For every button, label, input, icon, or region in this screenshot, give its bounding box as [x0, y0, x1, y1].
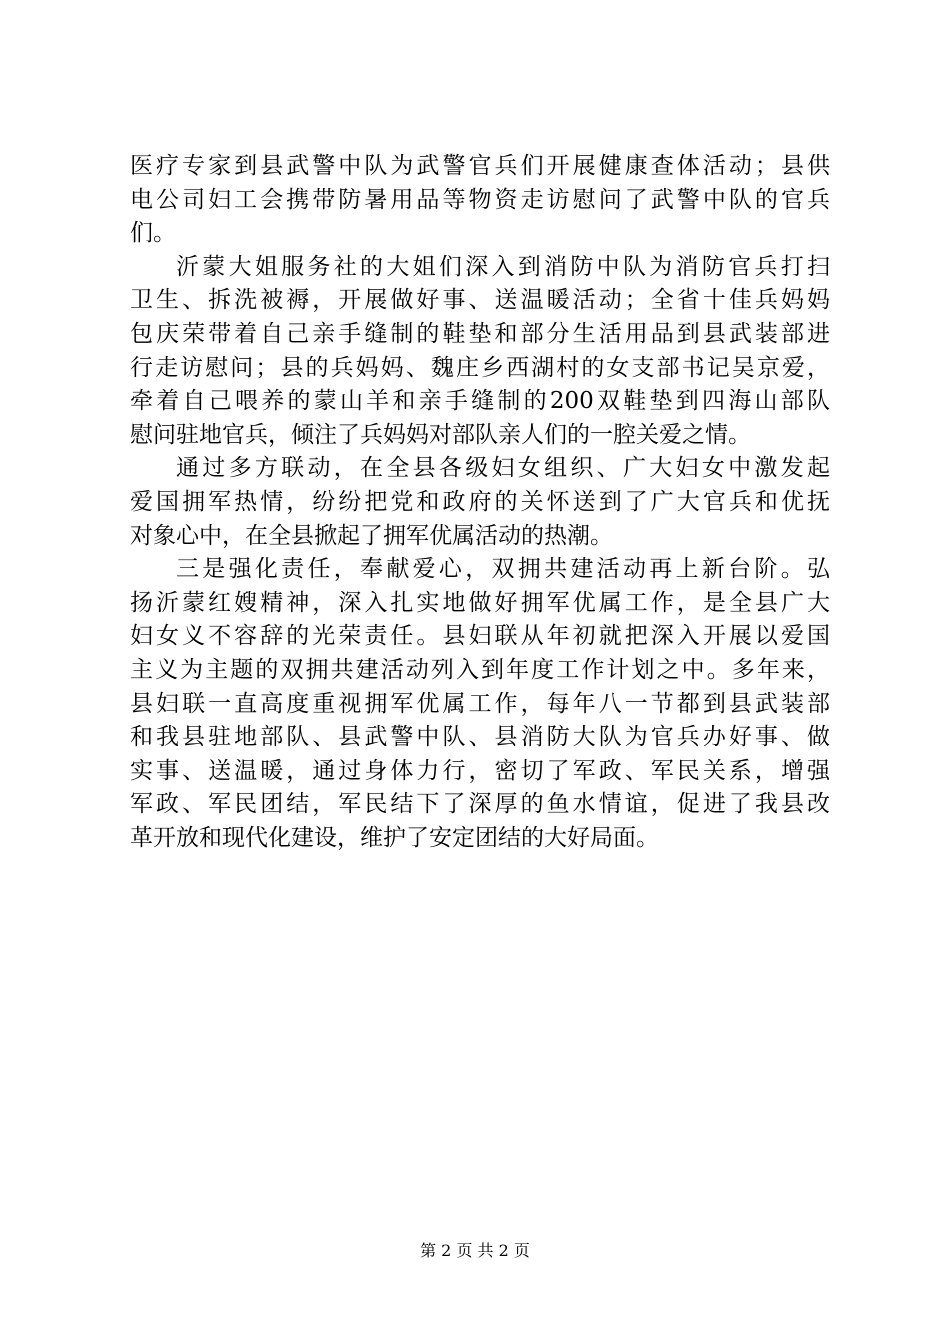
text-line: 县妇联一直高度重视拥军优属工作，每年八一节都到县武装部 — [130, 690, 830, 717]
text-line: 扬沂蒙红嫂精神，深入扎实地做好拥军优属工作，是全县广大 — [130, 589, 830, 616]
text-line: 和我县驻地部队、县武警中队、县消防大队为官兵办好事、做 — [130, 724, 830, 751]
paragraph-first-line: 通过多方联动，在全县各级妇女组织、广大妇女中激发起 — [176, 455, 830, 482]
text-line: 包庆荣带着自己亲手缝制的鞋垫和部分生活用品到县武装部进 — [130, 320, 830, 347]
text-line: 医疗专家到县武警中队为武警官兵们开展健康查体活动；县供 — [130, 153, 830, 179]
text-line: 们。 — [130, 220, 176, 247]
text-line: 对象心中，在全县掀起了拥军优属活动的热潮。 — [130, 522, 613, 549]
text-line: 电公司妇工会携带防暑用品等物资走访慰问了武警中队的官兵 — [130, 186, 830, 213]
text-line: 牵着自己喂养的蒙山羊和亲手缝制的200双鞋垫到四海山部队 — [130, 388, 830, 415]
text-line: 妇女义不容辞的光荣责任。县妇联从年初就把深入开展以爱国 — [130, 623, 830, 650]
document-body — [130, 150, 830, 855]
text-line: 行走访慰问；县的兵妈妈、魏庄乡西湖村的女支部书记吴京爱， — [130, 354, 830, 381]
paragraph-first-line: 沂蒙大姐服务社的大姐们深入到消防中队为消防官兵打扫 — [176, 253, 830, 280]
page-number-footer: 第 2 页 共 2 页 — [420, 1241, 530, 1260]
text-line: 爱国拥军热情，纷纷把党和政府的关怀送到了广大官兵和优抚 — [130, 488, 830, 515]
text-line: 慰问驻地官兵，倾注了兵妈妈对部队亲人们的一腔关爱之情。 — [130, 421, 751, 448]
text-line: 革开放和现代化建设，维护了安定团结的大好局面。 — [130, 824, 659, 851]
text-line: 实事、送温暖，通过身体力行，密切了军政、军民关系，增强 — [130, 757, 830, 784]
paragraph-first-line: 三是强化责任，奉献爱心，双拥共建活动再上新台阶。弘 — [176, 556, 830, 583]
text-line: 主义为主题的双拥共建活动列入到年度工作计划之中。多年来， — [130, 656, 830, 683]
text-line: 军政、军民团结，军民结下了深厚的鱼水情谊，促进了我县改 — [130, 791, 830, 818]
text-line: 卫生、拆洗被褥，开展做好事、送温暖活动；全省十佳兵妈妈 — [130, 287, 830, 314]
